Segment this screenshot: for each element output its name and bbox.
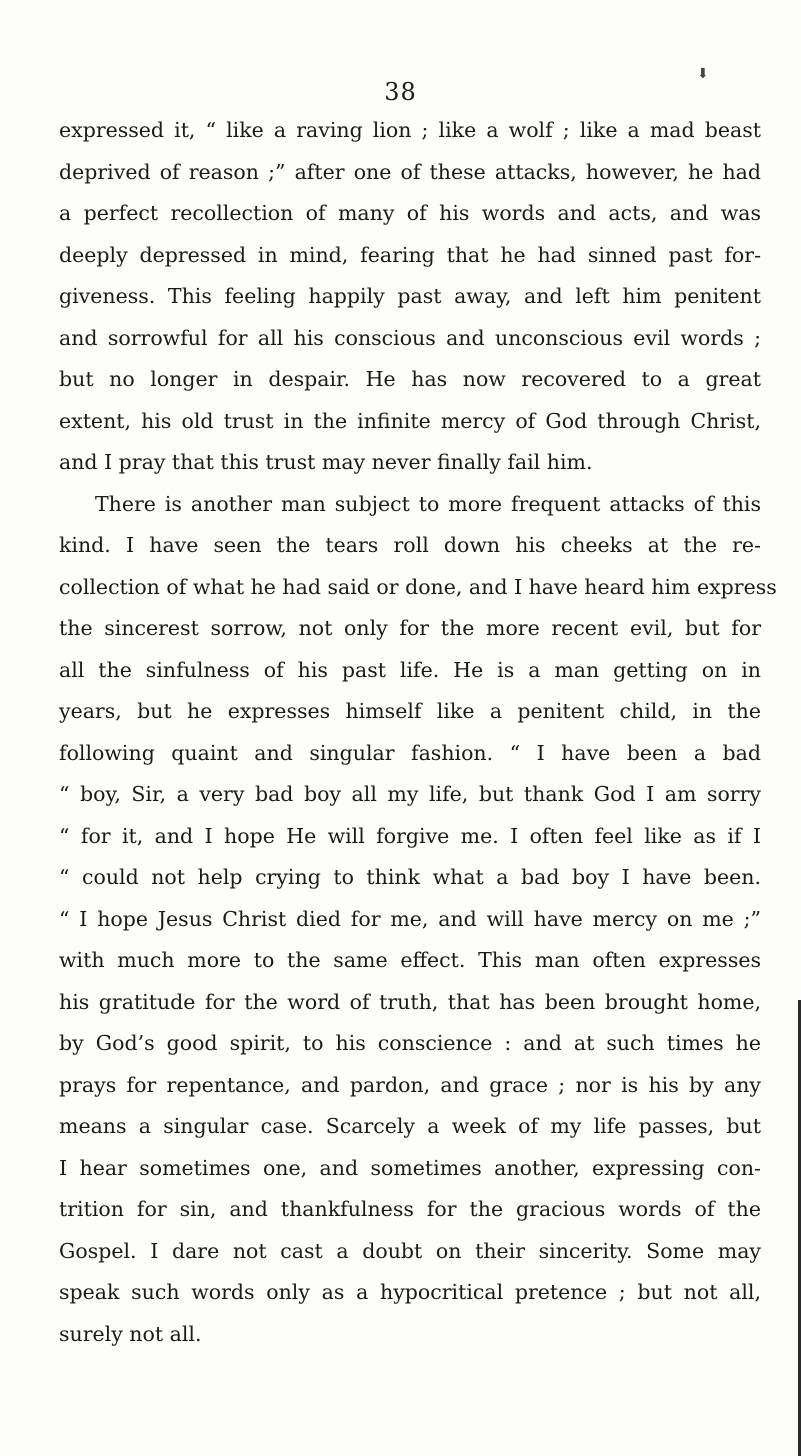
text-line: “ I hope Jesus Christ died for me, and will have mercy on me ;”	[59, 906, 761, 931]
text-line: a perfect recollection of many of his words and acts, and was	[59, 201, 761, 225]
text-line: kind. I have seen the tears roll down his cheeks at the re-	[59, 533, 761, 557]
text-line: but no longer in despair. He has now recovered to a great	[59, 367, 761, 391]
text-line: the sincerest sorrow, not only for the more recent evil, but for	[59, 616, 761, 640]
text-line: deprived of reason ;” after one of these attacks, however, he had	[59, 159, 761, 184]
text-line: his gratitude for the word of truth, that has been brought home,	[59, 989, 761, 1014]
text-line: I hear sometimes one, and sometimes another, expressing con-	[59, 1155, 761, 1180]
stray-ink-mark: ⬇	[697, 66, 709, 82]
text-line: giveness. This feeling happily past away, and left him penitent	[59, 284, 761, 308]
text-line: with much more to the same effect. This man often expresses	[59, 948, 761, 972]
text-line: all the sinfulness of his past life. He is a man getting on in	[59, 657, 761, 682]
paragraph-start-line: There is another man subject to more frequent attacks of this	[95, 491, 761, 516]
text-line: years, but he expresses himself like a penitent child, in the	[59, 699, 761, 723]
paragraph-end-line: and I pray that this trust may never finally fail him.	[59, 450, 593, 474]
page-number: 38	[384, 78, 417, 106]
body-text	[59, 110, 777, 1355]
text-line: “ for it, and I hope He will forgive me. I often feel like as if I	[59, 823, 761, 848]
text-line: expressed it, “ like a raving lion ; like a wolf ; like a mad beast	[59, 118, 761, 142]
text-line: and sorrowful for all his conscious and unconscious evil words ;	[59, 325, 761, 350]
text-line: “ could not help crying to think what a bad boy I have been.	[59, 865, 761, 889]
text-line: deeply depressed in mind, fearing that he had sinned past for-	[59, 242, 761, 267]
text-line: trition for sin, and thankfulness for the gracious words of the	[59, 1197, 761, 1221]
paragraph-end-line: surely not all.	[59, 1321, 202, 1346]
text-line: prays for repentance, and pardon, and grace ; nor is his by any	[59, 1072, 761, 1097]
text-line: collection of what he had said or done, and I have heard him express	[59, 574, 777, 599]
text-line: following quaint and singular fashion. “ I have been a bad	[59, 740, 761, 765]
text-line: by God’s good spirit, to his conscience : and at such times he	[59, 1031, 761, 1055]
text-line: extent, his old trust in the infinite mercy of God through Christ,	[59, 408, 761, 433]
text-line: means a singular case. Scarcely a week of my life passes, but	[59, 1114, 761, 1138]
text-line: speak such words only as a hypocritical pretence ; but not all,	[59, 1280, 761, 1304]
text-line: “ boy, Sir, a very bad boy all my life, but thank God I am sorry	[59, 782, 761, 806]
text-line: Gospel. I dare not cast a doubt on their sincerity. Some may	[59, 1238, 761, 1263]
